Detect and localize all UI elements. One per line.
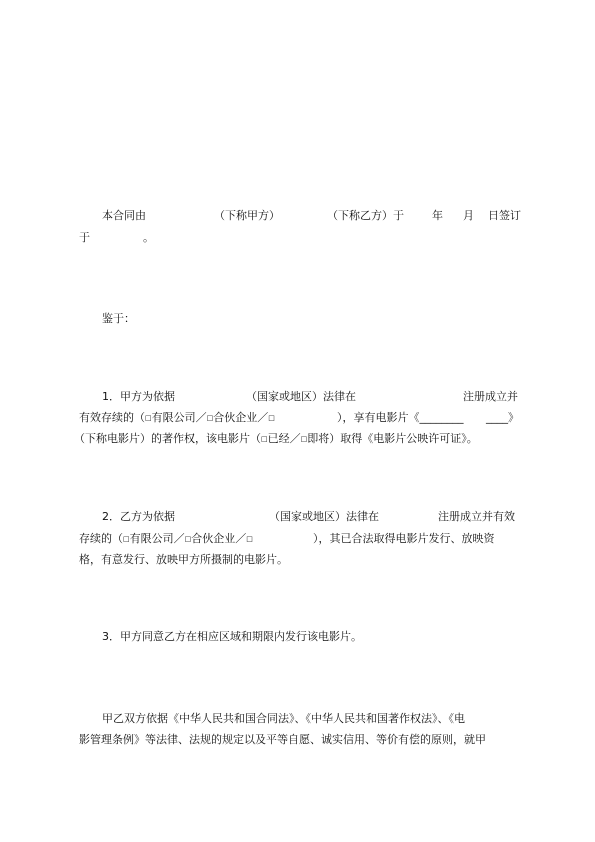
preamble-text: 月 xyxy=(463,209,474,222)
checkbox-icon[interactable]: □ xyxy=(246,535,253,543)
closing-line-2 xyxy=(0,732,595,748)
clause-3-line-1 xyxy=(0,629,595,645)
clause-text: 存续的（□有限公司／□合伙企业／□ xyxy=(79,532,253,545)
clause-text: （下称电影片）的著作权，该电影片（□已经／□即将）取得《电影片公映许可证》。 xyxy=(74,432,478,445)
closing-text: 甲乙双方依据《中华人民共和国合同法》、《中华人民共和国著作权法》、《电 xyxy=(102,712,465,725)
preamble-line-2 xyxy=(0,230,595,246)
preamble-text: 本合同由 xyxy=(102,209,146,222)
closing-text: 影管理条例》等法律、法规的规定以及平等自愿、诚实信用、等价有偿的原则，就甲 xyxy=(79,733,486,746)
preamble-text: （下称乙方）于 xyxy=(327,209,404,222)
clause-text: （国家或地区）法律在 xyxy=(246,390,356,403)
clause-text: ____》 xyxy=(486,411,519,424)
clause-1-line-2 xyxy=(0,410,595,426)
checkbox-icon[interactable]: □ xyxy=(261,435,268,443)
clause-1-line-3 xyxy=(0,431,595,447)
checkbox-icon[interactable]: □ xyxy=(268,414,275,422)
clause-text: 2．乙方为依据 xyxy=(102,510,175,523)
preamble-text: 年 xyxy=(432,209,443,222)
whereas-heading xyxy=(0,311,595,327)
preamble-line-1 xyxy=(0,208,595,224)
whereas-text: 鉴于： xyxy=(102,312,135,325)
checkbox-icon[interactable]: □ xyxy=(300,435,308,443)
clause-text: ），享有电影片《________ xyxy=(337,411,464,424)
clause-text: 注册成立并有效 xyxy=(438,510,515,523)
preamble-text: 于 xyxy=(79,231,90,244)
clause-2-line-1 xyxy=(0,509,595,525)
clause-text: 1．甲方为依据 xyxy=(102,390,175,403)
clause-2-line-3 xyxy=(0,552,595,568)
checkbox-icon[interactable]: □ xyxy=(184,535,192,543)
checkbox-icon[interactable]: □ xyxy=(145,414,152,422)
preamble-text: （下称甲方） xyxy=(214,209,280,222)
preamble-text: 。 xyxy=(143,231,154,244)
closing-line-1 xyxy=(0,711,595,727)
preamble-text: 日签订 xyxy=(488,209,521,222)
clause-text: ），其已合法取得电影片发行、放映资 xyxy=(313,532,495,545)
clause-text: 格，有意发行、放映甲方所摄制的电影片。 xyxy=(79,553,288,566)
clause-2-line-2 xyxy=(0,531,595,547)
clause-1-line-1 xyxy=(0,389,595,405)
checkbox-icon[interactable]: □ xyxy=(206,414,214,422)
clause-text: 注册成立并 xyxy=(463,390,518,403)
checkbox-icon[interactable]: □ xyxy=(123,535,130,543)
clause-text: 3．甲方同意乙方在相应区域和期限内发行该电影片。 xyxy=(102,630,362,643)
clause-text: （国家或地区）法律在 xyxy=(269,510,379,523)
clause-text: 有效存续的（□有限公司／□合伙企业／□ xyxy=(79,411,275,424)
